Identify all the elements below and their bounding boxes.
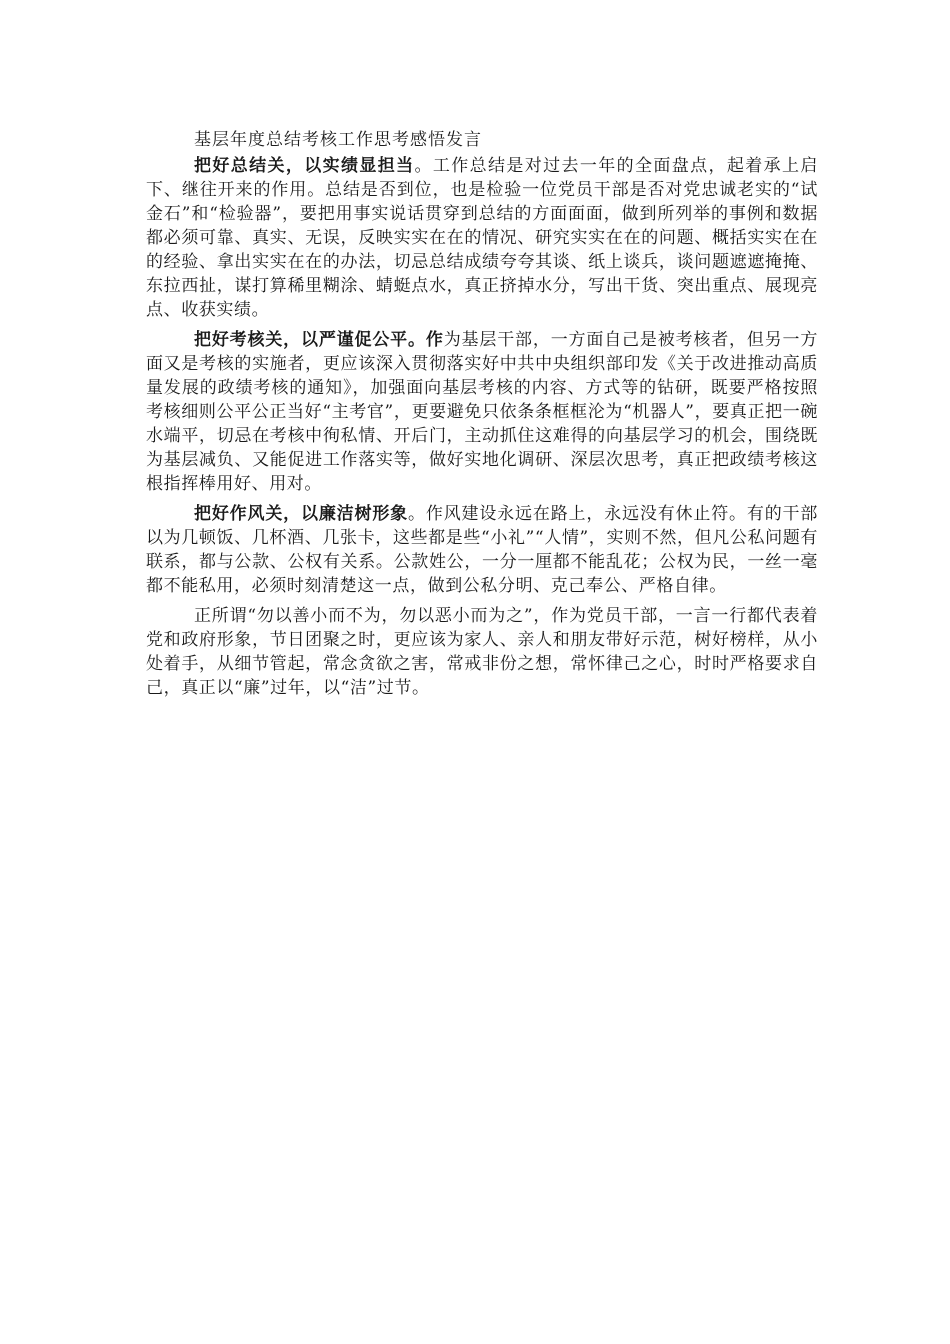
paragraph-body: 。工作总结是对过去一年的全面盘点，起着承上启下、继往开来的作用。总结是否到位，也是检验一位党员干部是否对党忠诚老实的“试金石”和“检验器”，要把用事实说话贯穿到总结的方面面面，做到所列举的事例和数据都必须可靠、真实、无误，反映实实在在的情况、研究实实在在的问题、概括实实在在的经验、拿出实实在在的办法，切忌总结成绩夸夸其谈、纸上谈兵，谈问题遮遮掩掩、东拉西扯，谋打算稀里糊涂、蜻蜓点水，真正挤掉水分，写出干货、突出重点、展现亮点、收获实绩。 bbox=[146, 156, 819, 320]
paragraph-summary bbox=[146, 154, 818, 322]
paragraph-heading: 把好考核关，以严谨促公平。作 bbox=[194, 330, 444, 350]
paragraph-heading: 把好作风关，以廉洁树形象 bbox=[194, 504, 409, 524]
document-title: 基层年度总结考核工作思考感悟发言 bbox=[194, 130, 482, 150]
paragraph-conclusion bbox=[146, 604, 818, 700]
paragraph-conduct bbox=[146, 502, 818, 598]
paragraph-assessment bbox=[146, 328, 818, 496]
document-content bbox=[146, 128, 818, 706]
paragraph-body: 正所谓“勿以善小而不为，勿以恶小而为之”，作为党员干部，一言一行都代表着党和政府形象，节日团聚之时，更应该为家人、亲人和朋友带好示范，树好榜样，从小处着手，从细节管起，常念贪欲之害，常戒非份之想，常怀律己之心，时时严格要求自己，真正以“廉”过年，以“洁”过节。 bbox=[146, 606, 818, 698]
paragraph-body: 为基层干部，一方面自己是被考核者，但另一方面又是考核的实施者，更应该深入贯彻落实好中共中央组织部印发《关于改进推动高质量发展的政绩考核的通知》，加强面向基层考核的内容、方式等的钻研，既要严格按照考核细则公平公正当好“主考官”，更要避免只依条条框框沦为“机器人”，要真正把一碗水端平，切忌在考核中徇私情、开后门，主动抓住这难得的向基层学习的机会，围绕既为基层减负、又能促进工作落实等，做好实地化调研、深层次思考，真正把政绩考核这根指挥棒用好、用对。 bbox=[146, 330, 818, 494]
paragraph-body: 。作风建设永远在路上，永远没有休止符。有的干部以为几顿饭、几杯酒、几张卡，这些都是些“小礼”“人情”，实则不然，但凡公私问题有联系，都与公款、公权有关系。公款姓公，一分一厘都不能乱花；公权为民，一丝一毫都不能私用，必须时刻清楚这一点，做到公私分明、克己奉公、严格自律。 bbox=[146, 504, 818, 596]
paragraph-heading: 把好总结关，以实绩显担当 bbox=[194, 156, 415, 176]
